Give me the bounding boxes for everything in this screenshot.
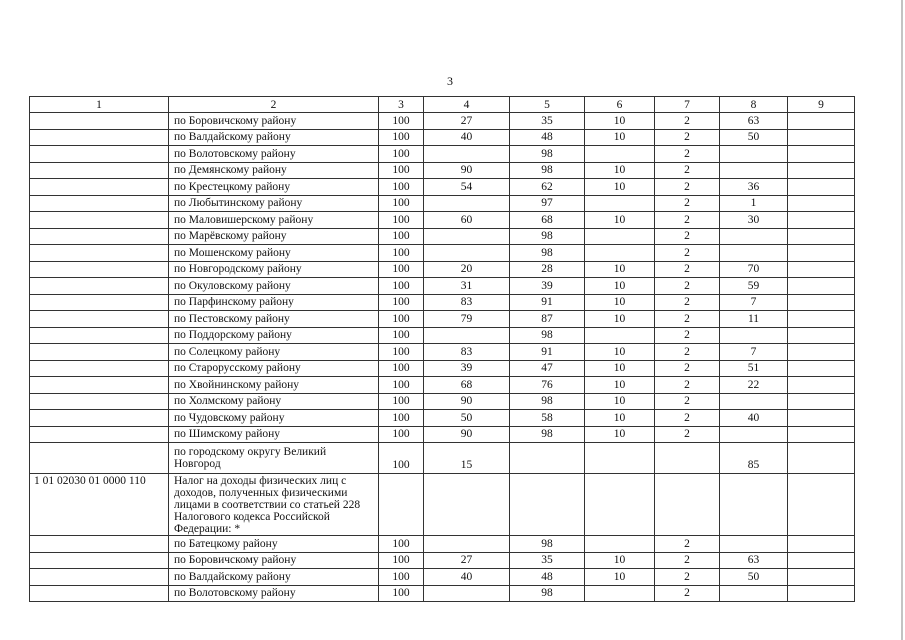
value-cell-col7: 2 (655, 162, 720, 179)
description-cell: по городскому округу Великий Новгород (169, 443, 379, 474)
table-row (30, 228, 855, 245)
value-cell-col5: 97 (510, 195, 585, 212)
description-cell: по Любытинскому району (169, 195, 379, 212)
description-cell: по Чудовскому району (169, 410, 379, 427)
value-cell-col6: 10 (585, 552, 655, 569)
value-cell-col4: 68 (424, 377, 510, 394)
column-header-2: 2 (169, 97, 379, 113)
value-cell-col8: 7 (720, 344, 788, 361)
value-cell-col8: 85 (720, 443, 788, 474)
value-cell-col3: 100 (379, 311, 424, 328)
description-cell: Налог на доходы физических лиц с доходов, полученных физическими лицами в соответствии со статьей 228 Налогового кодекса Российской Федерации: * (169, 474, 379, 536)
table-row (30, 162, 855, 179)
table-row (30, 311, 855, 328)
description-cell: по Батецкому району (169, 536, 379, 553)
value-cell-col5: 98 (510, 327, 585, 344)
value-cell-col8: 11 (720, 311, 788, 328)
kbk-code-cell (30, 585, 169, 602)
value-cell-col5: 98 (510, 426, 585, 443)
revenue-table (29, 96, 855, 602)
value-cell-col4: 83 (424, 344, 510, 361)
value-cell-col6: 10 (585, 179, 655, 196)
value-cell-col8 (720, 536, 788, 553)
value-cell-col8 (720, 228, 788, 245)
value-cell-col5: 28 (510, 261, 585, 278)
kbk-code-cell (30, 294, 169, 311)
value-cell-col3: 100 (379, 245, 424, 262)
value-cell-col5: 35 (510, 113, 585, 130)
table-row (30, 212, 855, 229)
value-cell-col7: 2 (655, 393, 720, 410)
value-cell-col8 (720, 393, 788, 410)
description-cell: по Пестовскому району (169, 311, 379, 328)
value-cell-col8: 63 (720, 552, 788, 569)
kbk-code-cell (30, 360, 169, 377)
kbk-code-cell (30, 393, 169, 410)
description-cell: по Старорусскому району (169, 360, 379, 377)
value-cell-col5: 98 (510, 585, 585, 602)
value-cell-col4 (424, 327, 510, 344)
value-cell-col3: 100 (379, 552, 424, 569)
description-cell: по Волотовскому району (169, 146, 379, 163)
value-cell-col8 (720, 162, 788, 179)
value-cell-col8: 50 (720, 569, 788, 586)
table-row (30, 195, 855, 212)
value-cell-col6: 10 (585, 360, 655, 377)
value-cell-col6: 10 (585, 569, 655, 586)
value-cell-col6 (585, 195, 655, 212)
table-row (30, 569, 855, 586)
value-cell-col8: 30 (720, 212, 788, 229)
value-cell-col4 (424, 474, 510, 536)
value-cell-col7: 2 (655, 245, 720, 262)
value-cell-col4: 90 (424, 393, 510, 410)
value-cell-col7: 2 (655, 212, 720, 229)
value-cell-col5: 91 (510, 294, 585, 311)
value-cell-col3: 100 (379, 162, 424, 179)
value-cell-col8: 51 (720, 360, 788, 377)
value-cell-col3 (379, 474, 424, 536)
table-row (30, 585, 855, 602)
description-cell: по Шимскому району (169, 426, 379, 443)
value-cell-col7: 2 (655, 536, 720, 553)
table-row (30, 146, 855, 163)
value-cell-col7: 2 (655, 146, 720, 163)
value-cell-col9 (788, 360, 855, 377)
value-cell-col4 (424, 536, 510, 553)
value-cell-col7: 2 (655, 228, 720, 245)
value-cell-col4 (424, 228, 510, 245)
value-cell-col4 (424, 195, 510, 212)
value-cell-col5: 98 (510, 536, 585, 553)
table-row (30, 245, 855, 262)
value-cell-col9 (788, 195, 855, 212)
description-cell: по Новгородскому району (169, 261, 379, 278)
value-cell-col7: 2 (655, 360, 720, 377)
table-row (30, 536, 855, 553)
value-cell-col7 (655, 443, 720, 474)
kbk-code-cell (30, 426, 169, 443)
column-header-4: 4 (424, 97, 510, 113)
table-row (30, 426, 855, 443)
value-cell-col8 (720, 146, 788, 163)
table-row (30, 294, 855, 311)
value-cell-col3: 100 (379, 426, 424, 443)
value-cell-col3: 100 (379, 410, 424, 427)
table-row (30, 278, 855, 295)
kbk-code-cell (30, 245, 169, 262)
value-cell-col9 (788, 311, 855, 328)
value-cell-col6: 10 (585, 344, 655, 361)
value-cell-col8: 40 (720, 410, 788, 427)
value-cell-col6: 10 (585, 311, 655, 328)
value-cell-col6: 10 (585, 129, 655, 146)
value-cell-col8: 22 (720, 377, 788, 394)
value-cell-col7: 2 (655, 311, 720, 328)
value-cell-col6: 10 (585, 393, 655, 410)
value-cell-col9 (788, 179, 855, 196)
page-number: 3 (447, 74, 453, 88)
value-cell-col5: 98 (510, 228, 585, 245)
value-cell-col9 (788, 377, 855, 394)
value-cell-col7: 2 (655, 129, 720, 146)
description-cell: по Боровичскому району (169, 552, 379, 569)
kbk-code-cell (30, 536, 169, 553)
table-row (30, 552, 855, 569)
value-cell-col4: 90 (424, 426, 510, 443)
value-cell-col9 (788, 129, 855, 146)
column-header-3: 3 (379, 97, 424, 113)
kbk-code-cell (30, 195, 169, 212)
value-cell-col7: 2 (655, 278, 720, 295)
value-cell-col7: 2 (655, 344, 720, 361)
column-header-1: 1 (30, 97, 169, 113)
value-cell-col6 (585, 228, 655, 245)
value-cell-col7: 2 (655, 261, 720, 278)
value-cell-col5: 39 (510, 278, 585, 295)
value-cell-col8: 7 (720, 294, 788, 311)
value-cell-col5: 98 (510, 162, 585, 179)
value-cell-col4: 79 (424, 311, 510, 328)
table-row (30, 393, 855, 410)
value-cell-col3: 100 (379, 261, 424, 278)
value-cell-col7: 2 (655, 585, 720, 602)
kbk-code-cell (30, 212, 169, 229)
value-cell-col8: 36 (720, 179, 788, 196)
value-cell-col9 (788, 228, 855, 245)
value-cell-col4 (424, 585, 510, 602)
value-cell-col3: 100 (379, 179, 424, 196)
value-cell-col4: 20 (424, 261, 510, 278)
value-cell-col4: 54 (424, 179, 510, 196)
value-cell-col3: 100 (379, 377, 424, 394)
value-cell-col9 (788, 212, 855, 229)
kbk-code-cell (30, 179, 169, 196)
value-cell-col8 (720, 474, 788, 536)
value-cell-col5: 48 (510, 129, 585, 146)
value-cell-col6: 10 (585, 261, 655, 278)
column-header-9: 9 (788, 97, 855, 113)
description-cell: по Крестецкому району (169, 179, 379, 196)
value-cell-col7: 2 (655, 327, 720, 344)
value-cell-col6 (585, 536, 655, 553)
value-cell-col5: 98 (510, 245, 585, 262)
value-cell-col5 (510, 443, 585, 474)
description-cell: по Окуловскому району (169, 278, 379, 295)
value-cell-col4: 60 (424, 212, 510, 229)
value-cell-col4: 40 (424, 569, 510, 586)
value-cell-col9 (788, 393, 855, 410)
kbk-code-cell (30, 228, 169, 245)
value-cell-col6: 10 (585, 212, 655, 229)
value-cell-col8 (720, 327, 788, 344)
value-cell-col8 (720, 426, 788, 443)
value-cell-col9 (788, 585, 855, 602)
value-cell-col9 (788, 327, 855, 344)
value-cell-col4: 39 (424, 360, 510, 377)
description-cell: по Валдайскому району (169, 129, 379, 146)
value-cell-col3: 100 (379, 327, 424, 344)
value-cell-col5: 98 (510, 393, 585, 410)
table-row (30, 474, 855, 536)
value-cell-col4: 83 (424, 294, 510, 311)
value-cell-col9 (788, 113, 855, 130)
kbk-code-cell (30, 344, 169, 361)
value-cell-col9 (788, 426, 855, 443)
description-cell: по Холмскому району (169, 393, 379, 410)
value-cell-col5: 76 (510, 377, 585, 394)
description-cell: по Солецкому району (169, 344, 379, 361)
value-cell-col5: 87 (510, 311, 585, 328)
value-cell-col9 (788, 146, 855, 163)
table-row (30, 179, 855, 196)
table-row (30, 344, 855, 361)
value-cell-col3: 100 (379, 569, 424, 586)
description-cell: по Демянскому району (169, 162, 379, 179)
table-row (30, 261, 855, 278)
description-cell: по Мошенскому району (169, 245, 379, 262)
value-cell-col9 (788, 410, 855, 427)
value-cell-col7: 2 (655, 377, 720, 394)
value-cell-col9 (788, 278, 855, 295)
column-header-8: 8 (720, 97, 788, 113)
value-cell-col6 (585, 474, 655, 536)
value-cell-col7: 2 (655, 552, 720, 569)
value-cell-col9 (788, 443, 855, 474)
value-cell-col5: 35 (510, 552, 585, 569)
value-cell-col4: 27 (424, 552, 510, 569)
description-cell: по Марёвскому району (169, 228, 379, 245)
value-cell-col5: 91 (510, 344, 585, 361)
kbk-code-cell (30, 162, 169, 179)
kbk-code-cell (30, 327, 169, 344)
column-header-5: 5 (510, 97, 585, 113)
value-cell-col3: 100 (379, 212, 424, 229)
table-row (30, 129, 855, 146)
value-cell-col9 (788, 261, 855, 278)
value-cell-col6 (585, 146, 655, 163)
value-cell-col8: 50 (720, 129, 788, 146)
value-cell-col3: 100 (379, 294, 424, 311)
column-header-7: 7 (655, 97, 720, 113)
value-cell-col3: 100 (379, 278, 424, 295)
value-cell-col4 (424, 146, 510, 163)
value-cell-col4: 31 (424, 278, 510, 295)
value-cell-col6 (585, 327, 655, 344)
value-cell-col3: 100 (379, 360, 424, 377)
value-cell-col6: 10 (585, 278, 655, 295)
value-cell-col5: 62 (510, 179, 585, 196)
value-cell-col7: 2 (655, 179, 720, 196)
value-cell-col7 (655, 474, 720, 536)
value-cell-col4: 90 (424, 162, 510, 179)
table-row (30, 377, 855, 394)
header-row (30, 97, 855, 113)
kbk-code-cell (30, 278, 169, 295)
description-cell: по Хвойнинскому району (169, 377, 379, 394)
table-row (30, 360, 855, 377)
kbk-code-cell (30, 410, 169, 427)
value-cell-col6 (585, 585, 655, 602)
value-cell-col7: 2 (655, 569, 720, 586)
value-cell-col7: 2 (655, 294, 720, 311)
value-cell-col5: 98 (510, 146, 585, 163)
value-cell-col5: 68 (510, 212, 585, 229)
description-cell: по Парфинскому району (169, 294, 379, 311)
kbk-code-cell (30, 569, 169, 586)
value-cell-col7: 2 (655, 195, 720, 212)
description-cell: по Волотовскому району (169, 585, 379, 602)
value-cell-col9 (788, 536, 855, 553)
value-cell-col3: 100 (379, 393, 424, 410)
value-cell-col8: 63 (720, 113, 788, 130)
kbk-code-cell (30, 377, 169, 394)
value-cell-col7: 2 (655, 113, 720, 130)
description-cell: по Маловишерскому району (169, 212, 379, 229)
value-cell-col6: 10 (585, 113, 655, 130)
value-cell-col5: 48 (510, 569, 585, 586)
value-cell-col6: 10 (585, 426, 655, 443)
value-cell-col4: 50 (424, 410, 510, 427)
value-cell-col6 (585, 443, 655, 474)
value-cell-col3: 100 (379, 113, 424, 130)
value-cell-col9 (788, 552, 855, 569)
value-cell-col5 (510, 474, 585, 536)
value-cell-col8 (720, 245, 788, 262)
table-row (30, 327, 855, 344)
value-cell-col3: 100 (379, 129, 424, 146)
description-cell: по Боровичскому району (169, 113, 379, 130)
value-cell-col9 (788, 344, 855, 361)
description-cell: по Поддорскому району (169, 327, 379, 344)
value-cell-col3: 100 (379, 443, 424, 474)
value-cell-col3: 100 (379, 585, 424, 602)
value-cell-col5: 58 (510, 410, 585, 427)
value-cell-col5: 47 (510, 360, 585, 377)
description-cell: по Валдайскому району (169, 569, 379, 586)
value-cell-col4: 40 (424, 129, 510, 146)
value-cell-col3: 100 (379, 146, 424, 163)
kbk-code-cell (30, 113, 169, 130)
value-cell-col8 (720, 585, 788, 602)
column-header-6: 6 (585, 97, 655, 113)
value-cell-col4: 15 (424, 443, 510, 474)
kbk-code-cell (30, 552, 169, 569)
table-row (30, 113, 855, 130)
value-cell-col6: 10 (585, 294, 655, 311)
value-cell-col3: 100 (379, 536, 424, 553)
value-cell-col4 (424, 245, 510, 262)
value-cell-col9 (788, 162, 855, 179)
value-cell-col8: 59 (720, 278, 788, 295)
value-cell-col3: 100 (379, 195, 424, 212)
table-row (30, 410, 855, 427)
value-cell-col7: 2 (655, 410, 720, 427)
value-cell-col6: 10 (585, 410, 655, 427)
kbk-code-cell (30, 261, 169, 278)
value-cell-col3: 100 (379, 228, 424, 245)
kbk-code-cell (30, 129, 169, 146)
table-header (30, 97, 855, 113)
value-cell-col8: 70 (720, 261, 788, 278)
value-cell-col8: 1 (720, 195, 788, 212)
scan-edge (901, 0, 903, 640)
value-cell-col9 (788, 569, 855, 586)
value-cell-col3: 100 (379, 344, 424, 361)
kbk-code-cell: 1 01 02030 01 0000 110 (30, 474, 169, 536)
table-row (30, 443, 855, 474)
value-cell-col6: 10 (585, 377, 655, 394)
kbk-code-cell (30, 311, 169, 328)
value-cell-col7: 2 (655, 426, 720, 443)
value-cell-col6: 10 (585, 162, 655, 179)
kbk-code-cell (30, 443, 169, 474)
value-cell-col4: 27 (424, 113, 510, 130)
value-cell-col9 (788, 474, 855, 536)
value-cell-col6 (585, 245, 655, 262)
value-cell-col9 (788, 294, 855, 311)
value-cell-col9 (788, 245, 855, 262)
kbk-code-cell (30, 146, 169, 163)
table-body (30, 113, 855, 602)
